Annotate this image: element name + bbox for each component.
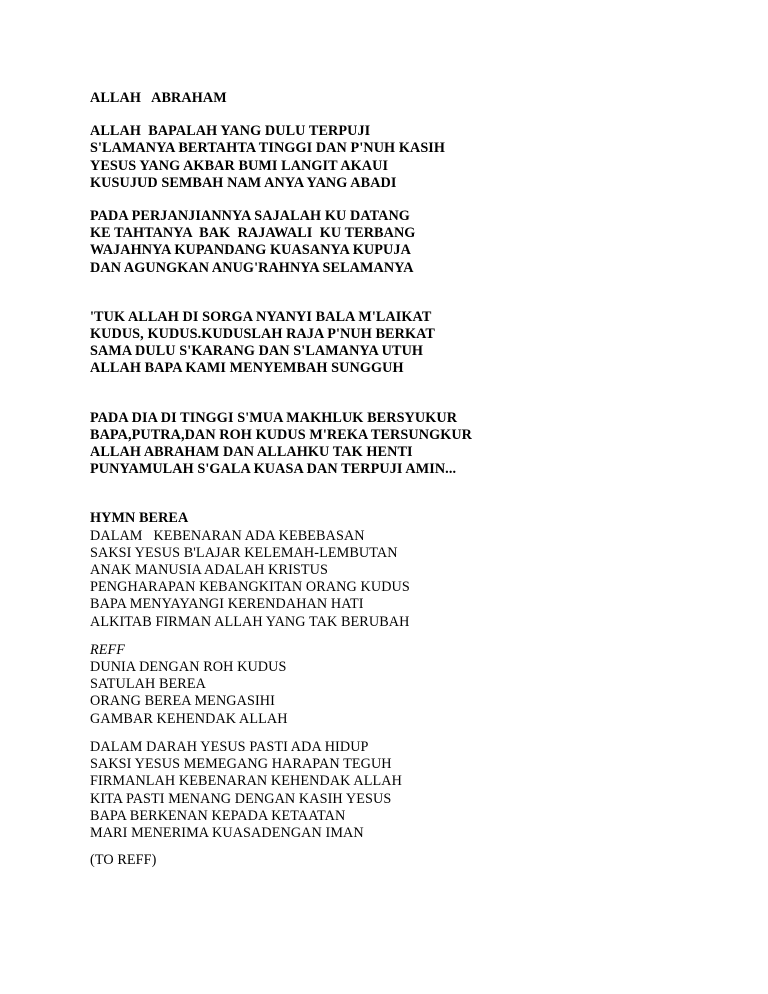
lyric-line: PADA DIA DI TINGGI S'MUA MAKHLUK BERSYUKUR (90, 409, 458, 426)
lyric-line: MARI MENERIMA KUASADENGAN IMAN (90, 824, 364, 841)
lyric-line: ALLAH ABRAHAM DAN ALLAHKU TAK HENTI (90, 444, 413, 461)
lyric-line: 'TUK ALLAH DI SORGA NYANYI BALA M'LAIKAT (90, 308, 432, 325)
song2-reff (90, 659, 730, 728)
lyric-line: KUSUJUD SEMBAH NAM ANYA YANG ABADI (90, 174, 397, 191)
lyric-line: ALLAH BAPA KAMI MENYEMBAH SUNGGUH (90, 360, 404, 377)
song-title-allah-abraham: ALLAH ABRAHAM (90, 90, 227, 106)
lyric-line: GAMBAR KEHENDAK ALLAH (90, 710, 288, 727)
reff-label: REFF (90, 641, 126, 658)
lyric-line: BAPA BERKENAN KEPADA KETAATAN (90, 807, 346, 824)
lyric-line: KITA PASTI MENANG DENGAN KASIH YESUS (90, 790, 392, 807)
song1-verse-4 (90, 410, 730, 479)
song1-verse-3 (90, 309, 730, 378)
lyric-line: SAMA DULU S'KARANG DAN S'LAMANYA UTUH (90, 343, 424, 360)
lyric-line: KUDUS, KUDUS.KUDUSLAH RAJA P'NUH BERKAT (90, 326, 435, 343)
lyric-line: KE TAHTANYA BAK RAJAWALI KU TERBANG (90, 225, 416, 242)
lyric-line: SAKSI YESUS B'LAJAR KELEMAH-LEMBUTAN (90, 544, 398, 561)
lyric-line: BAPA,PUTRA,DAN ROH KUDUS M'REKA TERSUNGKUR (90, 426, 473, 443)
lyric-line: BAPA MENYAYANGI KERENDAHAN HATI (90, 596, 364, 613)
document-page (90, 90, 730, 869)
lyric-line: WAJAHNYA KUPANDANG KUASANYA KUPUJA (90, 242, 411, 259)
lyric-line: YESUS YANG AKBAR BUMI LANGIT AKAUI (90, 157, 389, 174)
lyric-line: DALAM KEBENARAN ADA KEBEBASAN (90, 527, 365, 544)
lyric-line: ANAK MANUSIA ADALAH KRISTUS (90, 562, 328, 579)
lyric-line: PUNYAMULAH S'GALA KUASA DAN TERPUJI AMIN... (90, 461, 457, 478)
lyric-line: ALKITAB FIRMAN ALLAH YANG TAK BERUBAH (90, 613, 410, 630)
closing-instruction: (TO REFF) (90, 852, 157, 869)
lyric-line: ORANG BEREA MENGASIHI (90, 693, 275, 710)
song-title-hymn-berea: HYMN BEREA (90, 510, 189, 527)
lyric-line: SATULAH BEREA (90, 676, 206, 693)
song2-verse-2 (90, 739, 730, 842)
lyric-line: S'LAMANYA BERTAHTA TINGGI DAN P'NUH KASIH (90, 140, 446, 157)
lyric-line: DALAM DARAH YESUS PASTI ADA HIDUP (90, 738, 369, 755)
song1-verse-2 (90, 208, 730, 277)
lyric-line: PADA PERJANJIANNYA SAJALAH KU DATANG (90, 208, 410, 225)
lyric-line: SAKSI YESUS MEMEGANG HARAPAN TEGUH (90, 756, 392, 773)
lyric-line: FIRMANLAH KEBENARAN KEHENDAK ALLAH (90, 773, 402, 790)
lyric-line: ALLAH BAPALAH YANG DULU TERPUJI (90, 123, 371, 140)
song1-verse-1 (90, 123, 730, 192)
song2-verse-1 (90, 528, 730, 631)
lyric-line: PENGHARAPAN KEBANGKITAN ORANG KUDUS (90, 579, 410, 596)
lyric-line: DAN AGUNGKAN ANUG'RAHNYA SELAMANYA (90, 259, 414, 276)
lyric-line: DUNIA DENGAN ROH KUDUS (90, 659, 287, 676)
